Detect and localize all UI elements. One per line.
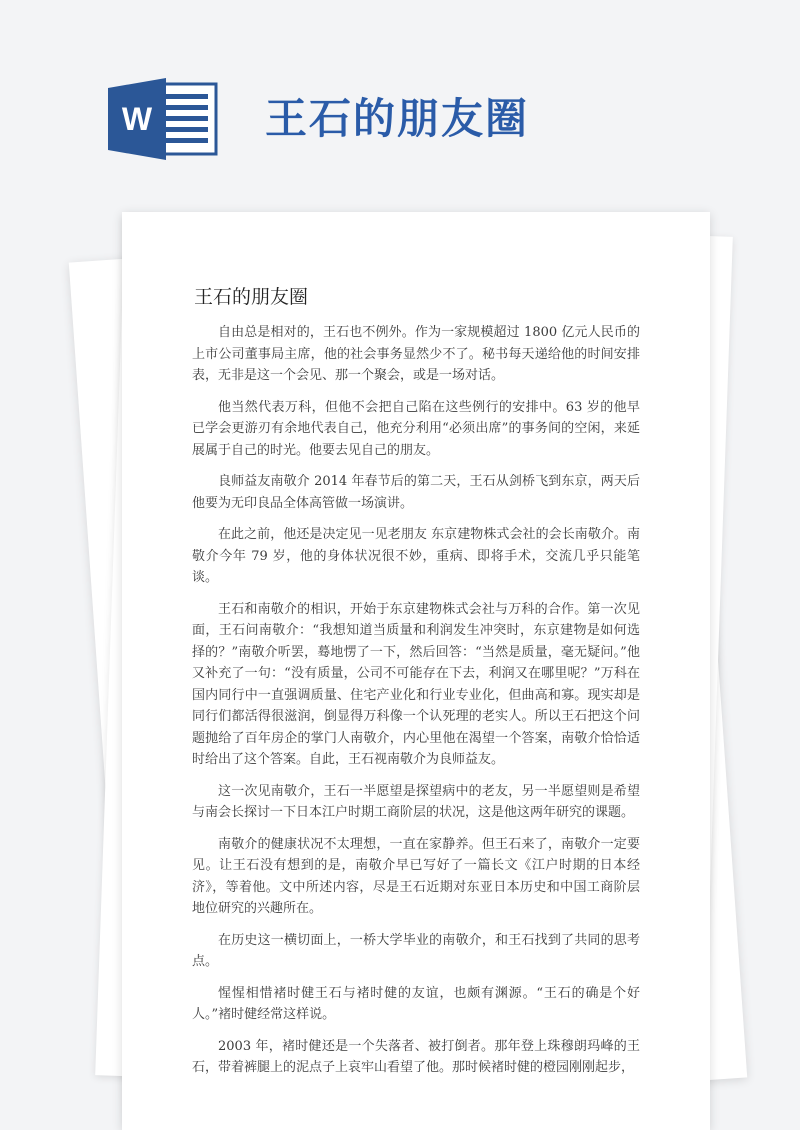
paragraph: 2003 年，褚时健还是一个失落者、被打倒者。那年登上珠穆朗玛峰的王石，带着裤腿上的泥点子上哀牢山看望了他。那时候褚时健的橙园刚刚起步， [192, 1038, 640, 1075]
word-icon-letter: W [121, 101, 153, 137]
paragraph: 自由总是相对的，王石也不例外。作为一家规模超过 1800 亿元人民币的上市公司董事局主席，他的社会事务显然少不了。秘书每天递给他的时间安排表，无非是这一个会见、那一个聚会，或是一场对话。 [192, 325, 640, 383]
header-title: 王石的朋友圈 [265, 94, 530, 143]
paragraph: 惺惺相惜褚时健王石与褚时健的友谊，也颇有渊源。“王石的确是个好人。”褚时健经常这样说。 [192, 985, 640, 1022]
paragraph: 南敬介的健康状况不太理想，一直在家静养。但王石来了，南敬介一定要见。让王石没有想到的是，南敬介早已写好了一篇长文《江户时期的日本经济》，等着他。文中所述内容，尽是王石近期对东亚日本历史和中国工商阶层地位研究的兴趣所在。 [192, 836, 640, 916]
paragraph: 在历史这一横切面上，一桥大学毕业的南敬介，和王石找到了共同的思考点。 [192, 932, 640, 969]
paragraph: 这一次见南敬介，王石一半愿望是探望病中的老友，另一半愿望则是希望与南会长探讨一下日本江户时期工商阶层的状况，这是他这两年研究的课题。 [192, 783, 640, 820]
word-document-icon [108, 78, 220, 160]
paragraph: 良师益友南敬介 2014 年春节后的第二天，王石从剑桥飞到东京，两天后他要为无印良品全体高管做一场演讲。 [192, 474, 640, 511]
paragraph: 王石和南敬介的相识，开始于东京建物株式会社与万科的合作。第一次见面，王石问南敬介：“我想知道当质量和利润发生冲突时，东京建物是如何选择的？”南敬介听罢，蓦地愣了一下，然后回答：“当然是质量，毫无疑问。”他又补充了一句：“没有质量，公司不可能存在下去，利润又在哪里呢？”万科在国内同行中一直强调质量、住宅产业化和行业专业化，但曲高和寡。现实却是同行们都活得很滋润，倒显得万科像一个认死理的老实人。所以王石把这个问题抛给了百年房企的掌门人南敬介，内心里他在渴望一个答案，南敬介恰恰适时给出了这个答案。自此，王石视南敬介为良师益友。 [192, 601, 640, 767]
paragraph: 在此之前，他还是决定见一见老朋友 东京建物株式会社的会长南敬介。南敬介今年 79 岁，他的身体状况很不妙，重病、即将手术，交流几乎只能笔谈。 [192, 527, 640, 585]
document-title: 王石的朋友圈 [194, 286, 309, 308]
paragraph: 他当然代表万科，但他不会把自己陷在这些例行的安排中。63 岁的他早已学会更游刃有余地代表自己，他充分利用“必须出席”的事务间的空闲，来延展属于自己的时光。他要去见自己的朋友。 [192, 399, 640, 458]
document-page [122, 212, 710, 1130]
header [0, 0, 800, 200]
document-body [192, 322, 640, 1089]
